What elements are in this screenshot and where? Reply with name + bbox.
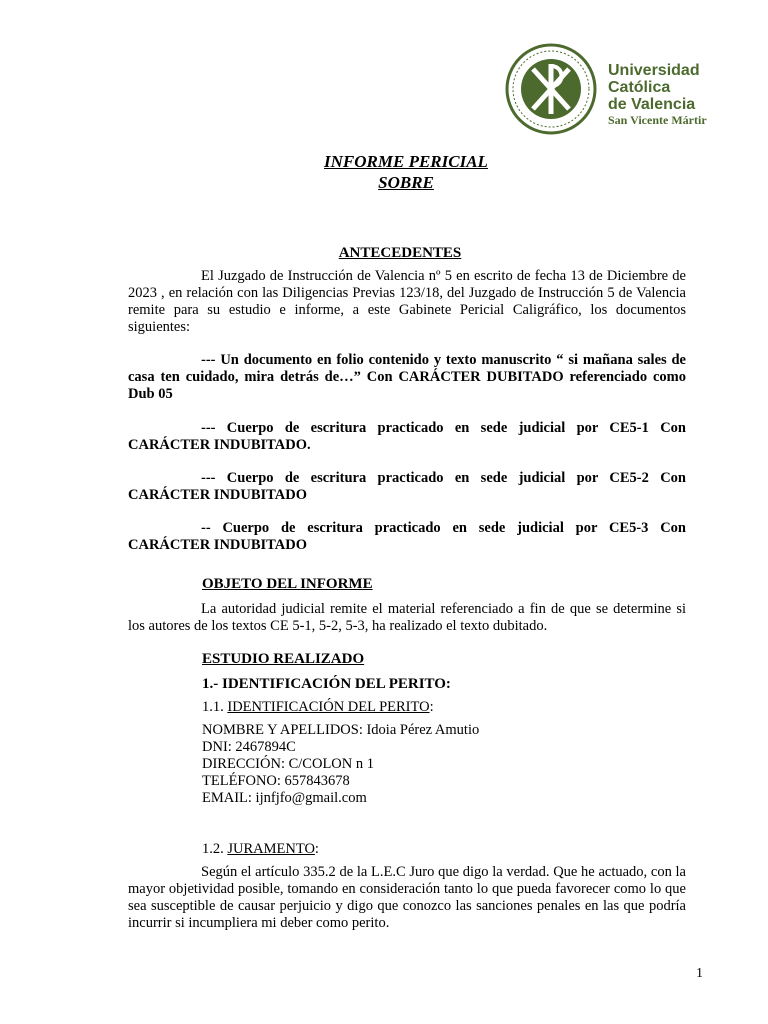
perito-phone: TELÉFONO: 657843678 [202, 773, 350, 789]
university-line3: de Valencia [608, 96, 696, 113]
antecedentes-intro: El Juzgado de Instrucción de Valencia nº 5 en escrito de fecha 13 de Diciembre de 2023 , en relación con las Diligencias Previas 123/18, del Juzgado de Instrucción 5 de Valencia remite para su estudio e informe, a este Gabinete Pericial Caligráfico, los documentos siguientes: [128, 268, 686, 335]
objeto-text: La autoridad judicial remite el material referenciado a fin de que se determine si los autores de los textos CE 5-1, 5-2, 5-3, ha realizado el texto dubitado. [128, 601, 686, 634]
document-item-4: -- Cuerpo de escritura practicado en sede judicial por CE5-3 Con CARÁCTER INDUBITADO [128, 520, 686, 553]
section-1-2-label: JURAMENTO [227, 841, 315, 857]
document-item-2: --- Cuerpo de escritura practicado en sede judicial por CE5-1 Con CARÁCTER INDUBITADO. [128, 420, 686, 453]
estudio-heading: ESTUDIO REALIZADO [202, 651, 365, 667]
objeto-heading: OBJETO DEL INFORME [202, 576, 373, 592]
document-item-3: --- Cuerpo de escritura practicado en sede judicial por CE5-2 Con CARÁCTER INDUBITADO [128, 470, 686, 503]
university-subtitle: San Vicente Mártir [608, 113, 707, 127]
report-title: INFORME PERICIAL [324, 152, 488, 171]
juramento-text: Según el artículo 335.2 de la L.E.C Juro que digo la verdad. Que he actuado, con la mayor objetividad posible, tomando en consideración tanto lo que pueda favorecer como lo que sea susceptible de causar perjuicio y digo que conozco las sanciones penales en las que podría incurrir si incumpliera mi deber como perito. [128, 864, 686, 931]
perito-name: NOMBRE Y APELLIDOS: Idoia Pérez Amutio [202, 722, 480, 738]
perito-address: DIRECCIÓN: C/COLON n 1 [202, 756, 374, 772]
perito-dni: DNI: 2467894C [202, 739, 296, 755]
section-1-1-number: 1.1. [202, 699, 228, 715]
page-number: 1 [696, 966, 703, 981]
university-line2: Católica [608, 79, 671, 96]
antecedentes-heading: ANTECEDENTES [338, 245, 462, 261]
section-1-1 [202, 699, 434, 716]
perito-email: EMAIL: ijnfjfo@gmail.com [202, 790, 367, 806]
report-subtitle: SOBRE [378, 173, 434, 192]
section-1-2 [202, 841, 319, 858]
document-item-1: --- Un documento en folio contenido y texto manuscrito “ si mañana sales de casa ten cuidado, mira detrás de…” Con CARÁCTER DUBITADO referenciado como Dub 05 [128, 352, 686, 402]
perito-identification-heading: 1.- IDENTIFICACIÓN DEL PERITO: [202, 676, 451, 692]
chi-rho-seal-icon [503, 42, 599, 136]
university-name [608, 62, 718, 128]
section-1-1-colon: : [429, 699, 434, 715]
university-line1: Universidad [608, 62, 700, 79]
section-1-2-number: 1.2. [202, 841, 228, 857]
section-1-2-colon: : [314, 841, 319, 857]
section-1-1-label: IDENTIFICACIÓN DEL PERITO [227, 699, 430, 715]
